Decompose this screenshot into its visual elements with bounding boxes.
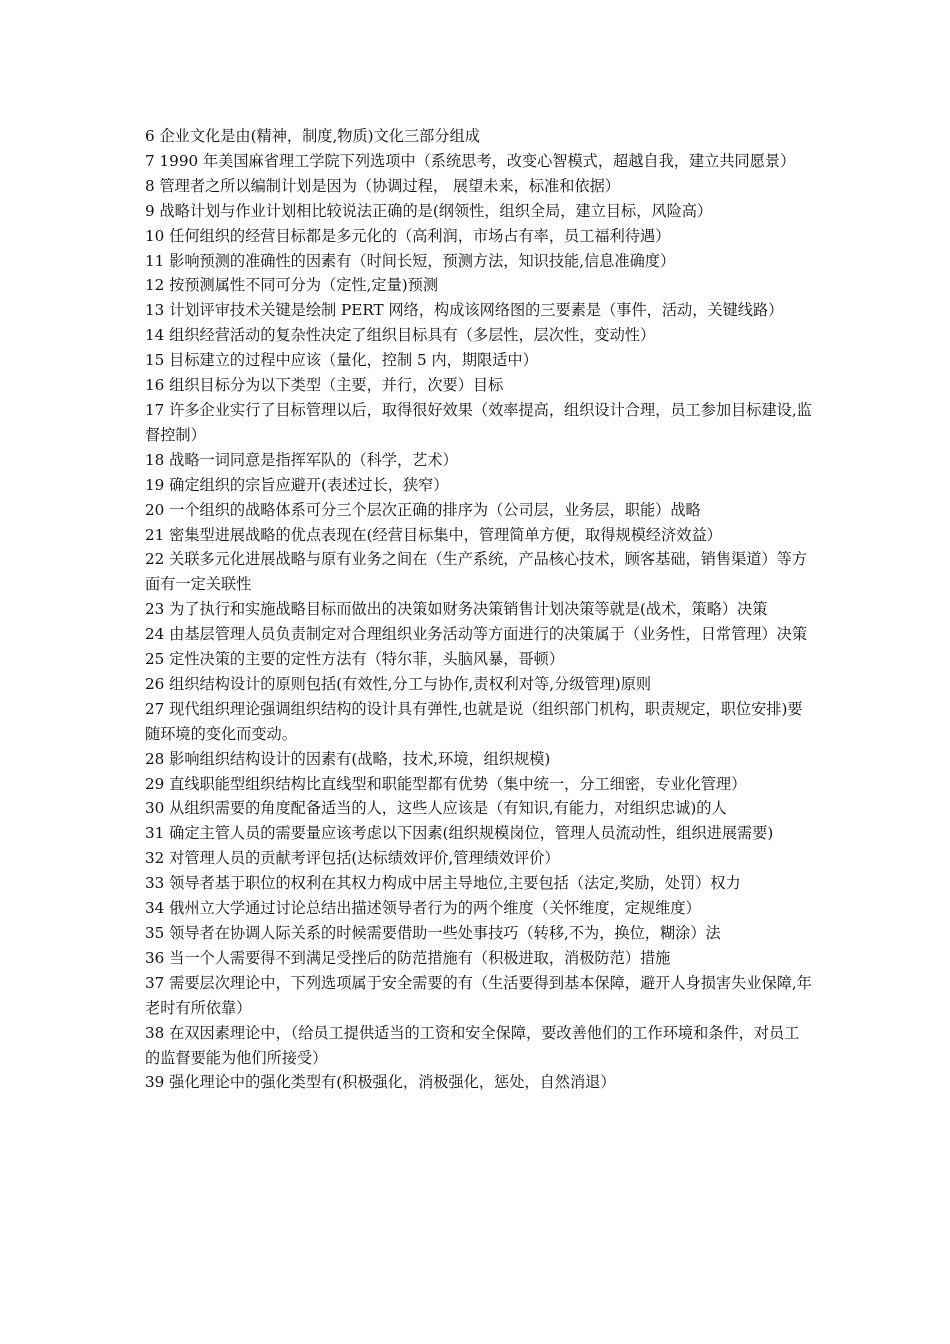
document-body [145,124,813,1095]
list-item: 12 按预测属性不同可分为（定性,定量)预测 [145,276,439,295]
list-item: 38 在双因素理论中，（给员工提供适当的工资和安全保障，要改善他们的工作环境和条件，对员工的监督要能为他们所接受） [145,1023,800,1067]
list-item: 21 密集型进展战略的优点表现在(经营目标集中，管理简单方便，取得规模经济效益） [145,525,722,544]
list-item: 15 目标建立的过程中应该（量化，控制 5 内，期限适中） [145,351,538,370]
list-item: 31 确定主管人员的需要量应该考虑以下因素(组织规模岗位，管理人员流动性，组织进展需要) [145,824,774,843]
list-item: 14 组织经营活动的复杂性决定了组织目标具有（多层性，层次性，变动性） [145,326,656,345]
list-item: 9 战略计划与作业计划相比较说法正确的是(纲领性，组织全局，建立目标，风险高） [145,201,713,220]
list-item: 7 1990 年美国麻省理工学院下列选项中（系统思考，改变心智模式，超越自我，建立共同愿景） [145,151,796,170]
list-item: 6 企业文化是由(精神，制度,物质)文化三部分组成 [145,127,480,145]
list-item: 26 组织结构设计的原则包括(有效性,分工与协作,责权利对等,分级管理)原则 [145,674,652,693]
list-item: 18 战略一词同意是指挥军队的（科学，艺术） [145,450,458,469]
list-item: 19 确定组织的宗旨应避开(表述过长，狭窄） [145,475,449,494]
list-item: 29 直线职能型组织结构比直线型和职能型都有优势（集中统一，分工细密，专业化管理） [145,774,747,793]
list-item: 11 影响预测的准确性的因素有（时间长短，预测方法，知识技能,信息准确度） [145,251,676,270]
list-item: 10 任何组织的经营目标都是多元化的（高利润，市场占有率，员工福利待遇） [145,226,671,245]
list-item: 23 为了执行和实施战略目标而做出的决策如财务决策销售计划决策等就是(战术，策略）决策 [145,600,768,619]
list-item: 25 定性决策的主要的定性方法有（特尔菲，头脑风暴，哥顿） [145,650,565,669]
list-item: 35 领导者在协调人际关系的时候需要借助一些处事技巧（转移,不为，换位，糊涂）法 [145,924,721,942]
list-item: 27 现代组织理论强调组织结构的设计具有弹性,也就是说（组织部门机构，职责规定，职位安排)要随环境的变化而变动。 [145,699,803,743]
list-item: 17 许多企业实行了目标管理以后，取得很好效果（效率提高，组织设计合理，员工参加目标建设,监督控制） [145,400,812,444]
list-item: 22 关联多元化进展战略与原有业务之间在（生产系统，产品核心技术，顾客基础，销售渠道）等方面有一定关联性 [145,550,808,594]
list-item: 8 管理者之所以编制计划是因为（协调过程， 展望未来，标准和依据） [145,176,620,195]
list-item: 36 当一个人需要得不到满足受挫后的防范措施有（积极进取，消极防范）措施 [145,948,671,967]
list-item: 24 由基层管理人员负责制定对合理组织业务活动等方面进行的决策属于（业务性，日常管理）决策 [145,625,808,644]
list-item: 13 计划评审技术关键是绘制 PERT 网络，构成该网络图的三要素是（事件，活动，关键线路） [145,301,784,320]
list-item: 34 俄州立大学通过讨论总结出描述领导者行为的两个维度（关怀维度，定规维度） [145,899,701,918]
list-item: 39 强化理论中的强化类型有(积极强化，消极强化，惩处，自然消退） [145,1073,616,1092]
list-item: 16 组织目标分为以下类型（主要，并行，次要）目标 [145,376,504,395]
list-item: 20 一个组织的战略体系可分三个层次正确的排序为（公司层，业务层，职能）战略 [145,500,701,519]
list-item: 37 需要层次理论中，下列选项属于安全需要的有（生活要得到基本保障，避开人身损害失业保障,年老时有所依靠） [145,973,812,1017]
list-item: 33 领导者基于职位的权利在其权力构成中居主导地位,主要包括（法定,奖励，处罚）权力 [145,874,741,893]
list-item: 28 影响组织结构设计的因素有(战略，技术,环境，组织规模) [145,749,551,768]
list-item: 30 从组织需要的角度配备适当的人，这些人应该是（有知识,有能力，对组织忠诚)的人 [145,799,727,818]
list-item: 32 对管理人员的贡献考评包括(达标绩效评价,管理绩效评价） [145,849,560,868]
